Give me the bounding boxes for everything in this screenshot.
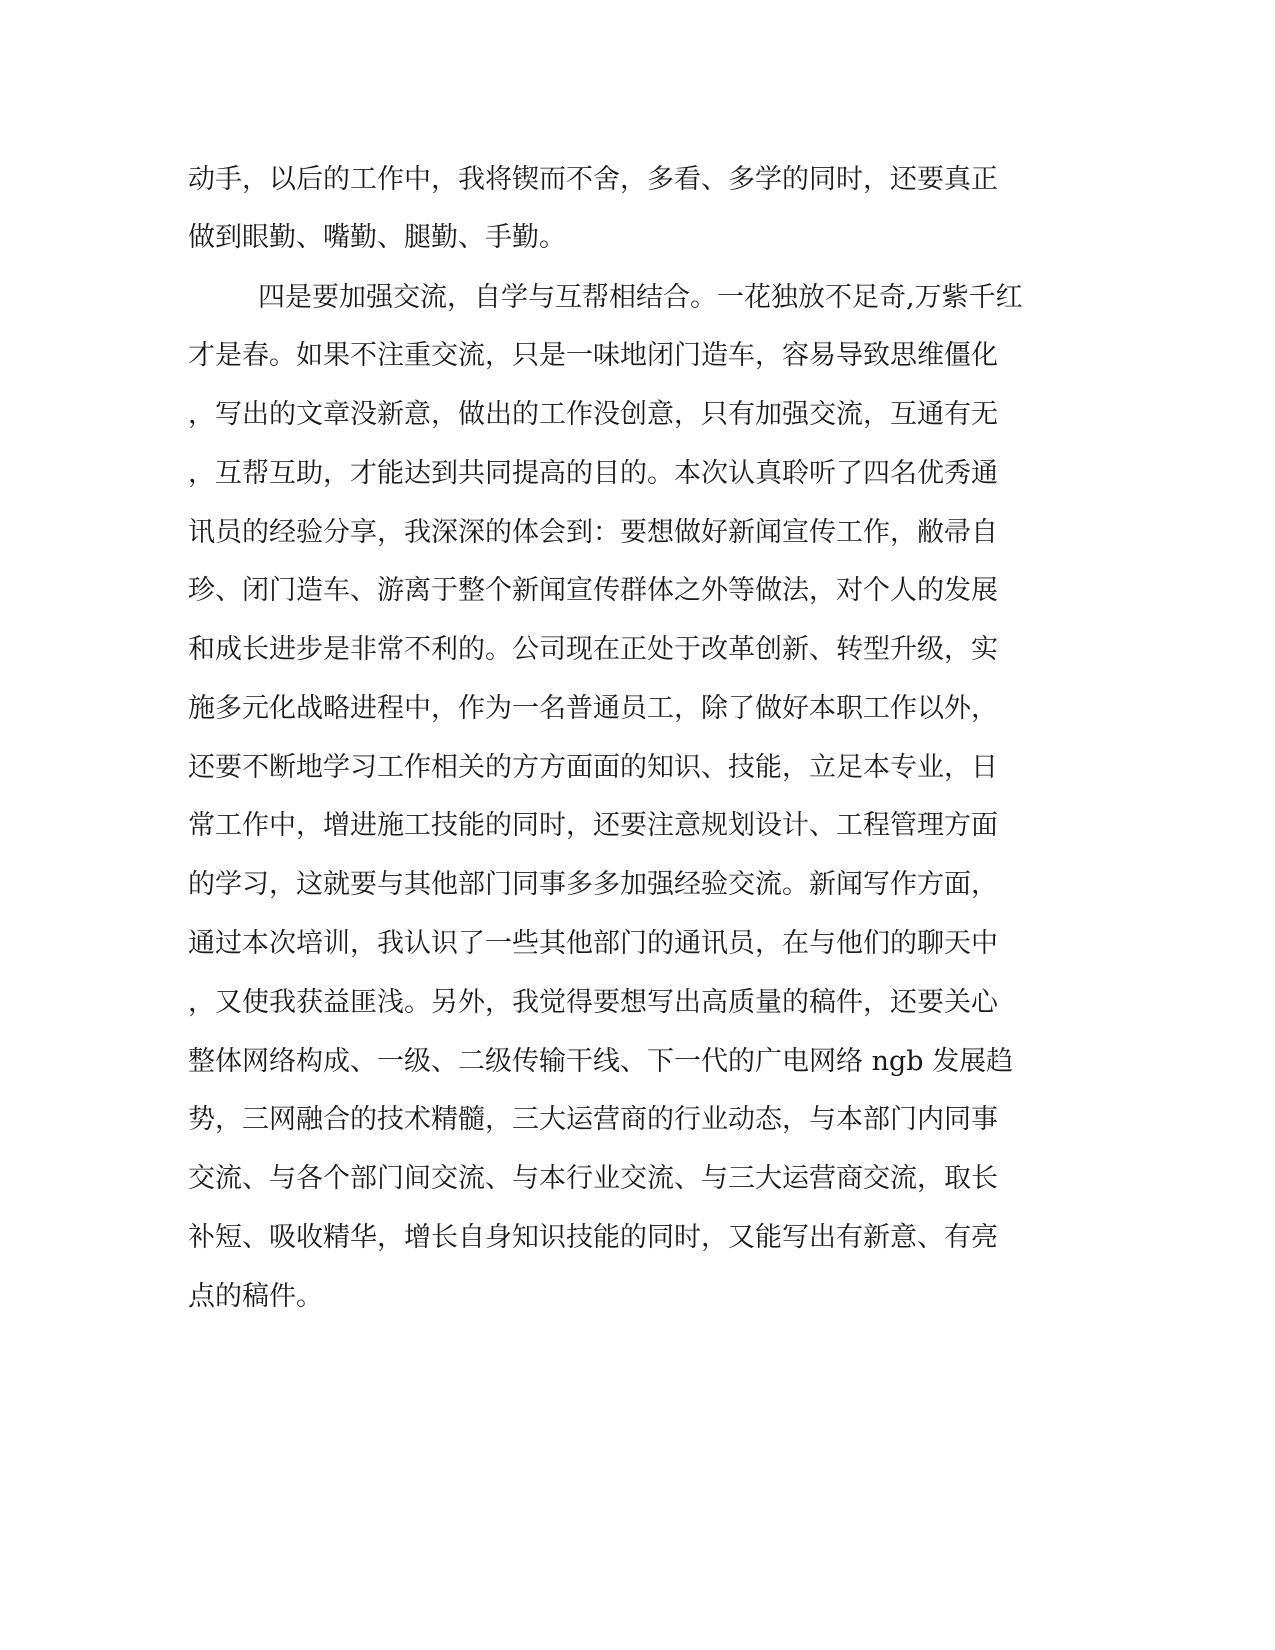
text-line: ，互帮互助，才能达到共同提高的目的。本次认真聆听了四名优秀通 — [188, 458, 998, 489]
text-line: 和成长进步是非常不利的。公司现在正处于改革创新、转型升级，实 — [188, 634, 998, 665]
text-line: 常工作中，增进施工技能的同时，还要注意规划设计、工程管理方面 — [188, 810, 998, 841]
text-line: 讯员的经验分享，我深深的体会到：要想做好新闻宣传工作，敝帚自 — [188, 517, 998, 548]
text-line: 整体网络构成、一级、二级传输干线、下一代的广电网络 ngb 发展趋 — [188, 1046, 1014, 1077]
text-line: 通过本次培训，我认识了一些其他部门的通讯员，在与他们的聊天中 — [188, 928, 998, 959]
text-line: 才是春。如果不注重交流，只是一味地闭门造车，容易导致思维僵化 — [188, 340, 998, 371]
text-line: 补短、吸收精华，增长自身知识技能的同时，又能写出有新意、有亮 — [188, 1222, 998, 1253]
text-line: 点的稿件。 — [188, 1281, 323, 1312]
text-line: 交流、与各个部门间交流、与本行业交流、与三大运营商交流，取长 — [188, 1163, 998, 1194]
text-line: ，写出的文章没新意，做出的工作没创意，只有加强交流，互通有无 — [188, 399, 998, 430]
text-line: ，又使我获益匪浅。另外，我觉得要想写出高质量的稿件，还要关心 — [188, 987, 998, 1018]
text-line: 动手，以后的工作中，我将锲而不舍，多看、多学的同时，还要真正 — [188, 164, 998, 195]
text-line: 还要不断地学习工作相关的方方面面的知识、技能，立足本专业，日 — [188, 752, 998, 783]
text-line: 的学习，这就要与其他部门同事多多加强经验交流。新闻写作方面， — [188, 869, 998, 900]
text-line: 珍、闭门造车、游离于整个新闻宣传群体之外等做法，对个人的发展 — [188, 575, 998, 606]
text-line: 做到眼勤、嘴勤、腿勤、手勤。 — [188, 222, 566, 253]
text-line: 施多元化战略进程中，作为一名普通员工，除了做好本职工作以外， — [188, 693, 998, 724]
paragraph-start-line: 四是要加强交流，自学与互帮相结合。一花独放不足奇,万紫千红 — [258, 282, 1023, 313]
text-line: 势，三网融合的技术精髓，三大运营商的行业动态，与本部门内同事 — [188, 1104, 998, 1135]
